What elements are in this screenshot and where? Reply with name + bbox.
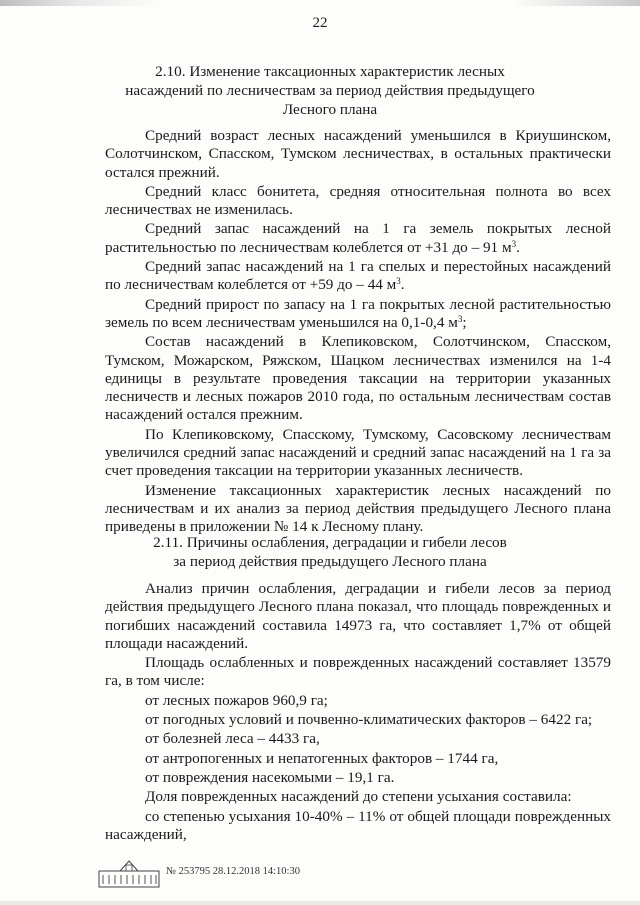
paragraph: со степенью усыхания 10-40% – 11% от общей площади поврежденных насаждений, <box>105 807 611 843</box>
paragraph: Анализ причин ослабления, деградации и гибели лесов за период действия предыдущего Лесного плана показал, что площадь поврежденных и погибших насаждений составила 14973 га, что составляет 1,7% от общей площади насаждений. <box>105 580 611 652</box>
section-2-10-title <box>96 62 564 119</box>
list-item: от антропогенных и непатогенных факторов – 1744 га, <box>145 749 499 767</box>
section-2-11-title <box>96 533 564 571</box>
section-title-line: 2.10. Изменение таксационных характеристик лесных <box>155 63 505 80</box>
unit-superscript: 3 <box>511 238 517 249</box>
paragraph-text: Средний запас насаждений на 1 га земель покрытых лесной растительностью по лесничествам колеблется от +31 до – 91 м <box>105 220 611 256</box>
list-item: от лесных пожаров 960,9 га; <box>145 691 328 709</box>
paragraph: Состав насаждений в Клепиковском, Солотчинском, Спасском, Тумском, Можарском, Ряжском, Шацком лесничествах изменился на 1-4 единицы в результате проведения таксации на территории указанных лесничеств и лесных пожаров 2010 года, по остальным лесничествам состав насаждений остался прежним. <box>105 333 611 424</box>
section-title-line: Лесного плана <box>282 101 378 118</box>
section-title-line: 2.11. Причины ослабления, деградации и гибели лесов <box>153 534 507 551</box>
section-2-10-body <box>105 127 611 538</box>
scan-edge-top <box>0 0 640 6</box>
registry-stamp-icon <box>98 857 160 889</box>
section-2-11-body <box>105 580 611 845</box>
paragraph: По Клепиковскому, Спасскому, Тумскому, Сасовскому лесничествам увеличился средний запас насаждений и средний запас насаждений на 1 га за счет проведения таксации на территории указанных лесничеств. <box>105 425 611 480</box>
unit-superscript: 3 <box>396 276 401 287</box>
scan-edge-bottom <box>0 901 640 905</box>
paragraph-text: Средний запас насаждений на 1 га спелых и перестойных насаждений по лесничествам колеблется от +59 до – 44 м <box>105 258 611 294</box>
paragraph: Изменение таксационных характеристик лесных насаждений по лесничествам и их анализ за период действия предыдущего Лесного плана приведены в приложении № 14 к Лесному плану. <box>105 481 611 536</box>
paragraph: Площадь ослабленных и поврежденных насаждений составляет 13579 га, в том числе: <box>105 654 611 690</box>
paragraph: Доля поврежденных насаждений до степени усыхания составила: <box>145 788 572 806</box>
list-item: от погодных условий и почвенно-климатических факторов – 6422 га; <box>145 711 593 729</box>
paragraph <box>105 258 611 295</box>
page-number: 22 <box>312 15 328 31</box>
section-title-line: за период действия предыдущего Лесного плана <box>173 553 487 570</box>
document-reference: № 253795 28.12.2018 14:10:30 <box>166 866 300 877</box>
paragraph-end: ; <box>462 313 467 331</box>
section-title-line: насаждений по лесничествам за период действия предыдущего <box>125 82 535 99</box>
document-footer <box>98 857 398 891</box>
paragraph-end: . <box>400 276 405 294</box>
paragraph: Средний возраст лесных насаждений уменьшился в Криушинском, Солотчинском, Спасском, Тумском лесничествах, в остальных практически остался прежний. <box>105 127 611 181</box>
paragraph: Средний класс бонитета, средняя относительная полнота во всех лесничествах не изменилась. <box>105 182 611 219</box>
unit-superscript: 3 <box>457 313 463 324</box>
paragraph-end: . <box>516 238 520 256</box>
paragraph-text: Средний прирост по запасу на 1 га покрытых лесной растительностью земель по всем лесничествам уменьшился на 0,1-0,4 м <box>105 295 611 331</box>
list-item: от болезней леса – 4433 га, <box>145 730 320 748</box>
paragraph <box>105 296 611 333</box>
paragraph <box>105 220 611 257</box>
list-item: от повреждения насекомыми – 19,1 га. <box>145 768 395 786</box>
